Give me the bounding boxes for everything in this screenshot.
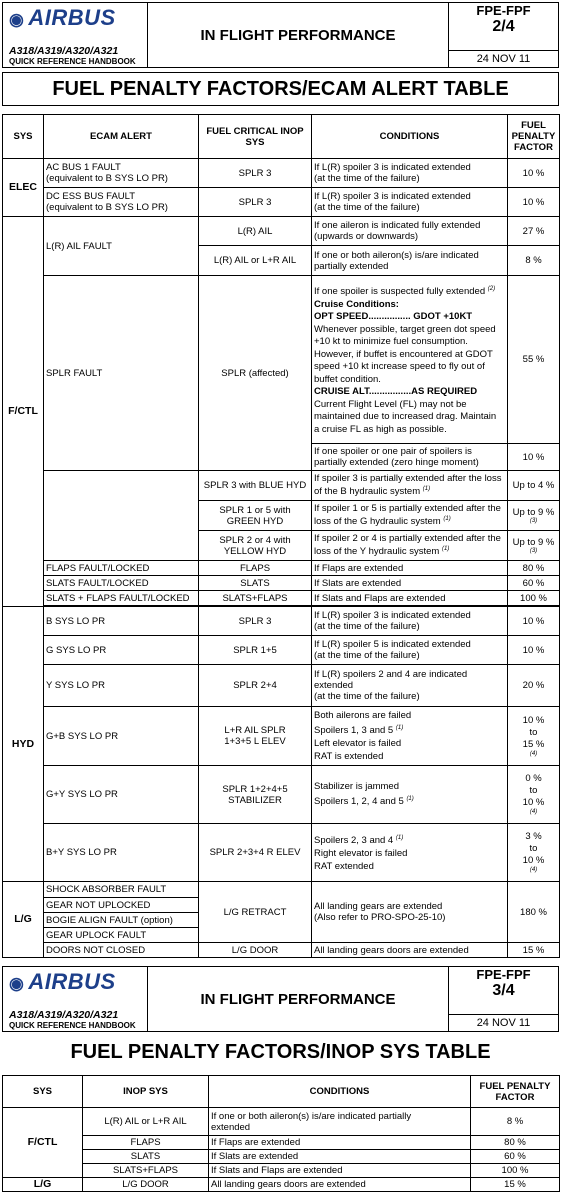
factor-cell: 8 % <box>508 246 560 276</box>
table-row <box>3 636 560 665</box>
page-number: 3/4 <box>492 982 515 999</box>
alert-cell: FLAPS FAULT/LOCKED <box>44 561 199 576</box>
condition-cell: If Flaps are extended <box>312 561 508 576</box>
col-sys: SYS <box>3 1076 83 1108</box>
inop-cell: L+R AIL SPLR 1+3+5 L ELEV <box>199 707 312 766</box>
airbus-logo-block <box>3 967 148 1031</box>
aircraft-models: A318/A319/A320/A321 <box>9 45 119 57</box>
inop-cell: SPLR 3 <box>199 607 312 636</box>
page-code-block <box>448 3 558 67</box>
inop-cell: SLATS+FLAPS <box>83 1164 209 1178</box>
inop-cell: L/G DOOR <box>199 943 312 958</box>
alert-cell: B SYS LO PR <box>44 607 199 636</box>
airbus-logo-block <box>3 3 148 67</box>
condition-cell: If spoiler 3 is partially extended after the loss of the B hydraulic system $^{(1)}$ <box>312 471 508 501</box>
table-row <box>3 471 560 501</box>
page-header-1 <box>2 2 559 68</box>
table-row <box>3 1150 560 1164</box>
table-row <box>3 824 560 882</box>
inop-cell: FLAPS <box>199 561 312 576</box>
aircraft-models: A318/A319/A320/A321 <box>9 1009 119 1021</box>
factor-cell: 55 % <box>508 276 560 444</box>
inop-cell: SPLR 2 or 4 with YELLOW HYD <box>199 531 312 561</box>
col-conditions: CONDITIONS <box>312 115 508 159</box>
table-row <box>3 159 560 188</box>
alert-cell <box>44 471 199 561</box>
condition-cell: If L(R) spoiler 3 is indicated extended (at the time of the failure) <box>312 188 508 217</box>
condition-cell: If Flaps are extended <box>209 1136 471 1150</box>
alert-cell: GEAR NOT UPLOCKED <box>44 898 199 913</box>
inop-cell: SLATS+FLAPS <box>199 591 312 606</box>
condition-cell: If one spoiler or one pair of spoilers is partially extended (zero hinge moment) <box>312 444 508 471</box>
table-row <box>3 591 560 606</box>
alert-cell: DC ESS BUS FAULT (equivalent to B SYS LO PR) <box>44 188 199 217</box>
alert-cell: DOORS NOT CLOSED <box>44 943 199 958</box>
condition-cell: If Slats are extended <box>312 576 508 591</box>
sys-cell: L/G <box>3 882 44 958</box>
condition-cell: If L(R) spoiler 5 is indicated extended (at the time of the failure) <box>312 636 508 665</box>
inop-cell: SPLR 3 with BLUE HYD <box>199 471 312 501</box>
inop-cell: L(R) AIL <box>199 217 312 246</box>
alert-cell: SLATS FAULT/LOCKED <box>44 576 199 591</box>
table-row <box>3 1108 560 1136</box>
sys-cell: F/CTL <box>3 1108 83 1178</box>
factor-cell: 180 % <box>508 882 560 943</box>
table-row <box>3 561 560 576</box>
factor-cell: 100 % <box>471 1164 560 1178</box>
factor-cell: 27 % <box>508 217 560 246</box>
page-code-block <box>448 967 558 1031</box>
section-title: IN FLIGHT PERFORMANCE <box>200 990 396 1008</box>
col-ecam-alert: ECAM ALERT <box>44 115 199 159</box>
doc-code: FPE-FPF <box>476 3 531 18</box>
condition-cell: All landing gears are extended (Also refer to PRO-SPO-25-10) <box>312 882 508 943</box>
brand-name: AIRBUS <box>28 969 116 994</box>
table-row <box>3 665 560 707</box>
factor-cell: 10 % <box>508 607 560 636</box>
condition-cell: If Slats are extended <box>209 1150 471 1164</box>
factor-cell: 10 % <box>508 444 560 471</box>
inop-sys-table <box>2 1075 560 1192</box>
table-row <box>3 1178 560 1192</box>
factor-cell: 80 % <box>471 1136 560 1150</box>
table-row <box>3 707 560 766</box>
inop-cell: SLATS <box>83 1150 209 1164</box>
table-row <box>3 188 560 217</box>
handbook-name: QUICK REFERENCE HANDBOOK <box>9 1021 136 1030</box>
alert-cell: B+Y SYS LO PR <box>44 824 199 882</box>
inop-cell: SPLR (affected) <box>199 276 312 471</box>
inop-cell: SPLR 3 <box>199 159 312 188</box>
table-row <box>3 882 560 898</box>
condition-cell: If one aileron is indicated fully extended (upwards or downwards) <box>312 217 508 246</box>
condition-cell: If L(R) spoilers 2 and 4 are indicated extended (at the time of the failure) <box>312 665 508 707</box>
factor-cell: 60 % <box>471 1150 560 1164</box>
alert-cell: SPLR FAULT <box>44 276 199 471</box>
condition-cell: If one spoiler is suspected fully extended $^{(2)}$ Cruise Conditions: OPT SPEED................ GDOT +10KT Whenever possible, target green dot speed +10 kt to minimize fuel consumption. However, if buffet is encountered at GDOT speed +10 kt increase speed to fly out of buffet condition. CRUISE ALT................AS REQUIRED Current Flight Level (FL) may not be maintained due to increased drag. Maintain a cruise FL as high as possible. <box>312 276 508 444</box>
ecam-alert-table <box>2 114 560 958</box>
condition-cell: If one or both aileron(s) is/are indicated partially extended <box>312 246 508 276</box>
condition-cell: If L(R) spoiler 3 is indicated extended (at the time of the failure) <box>312 159 508 188</box>
condition-cell: All landing gears doors are extended <box>312 943 508 958</box>
condition-cell: Stabilizer is jammed Spoilers 1, 2, 4 and 5 $^{(1)}$ <box>312 766 508 824</box>
factor-cell: 10 % <box>508 636 560 665</box>
alert-cell: SLATS + FLAPS FAULT/LOCKED <box>44 591 199 606</box>
col-conditions: CONDITIONS <box>209 1076 471 1108</box>
inop-cell: SPLR 2+3+4 R ELEV <box>199 824 312 882</box>
table-row <box>3 217 560 246</box>
factor-cell: 15 % <box>508 943 560 958</box>
factor-cell: 20 % <box>508 665 560 707</box>
inop-cell: SPLR 1 or 5 with GREEN HYD <box>199 501 312 531</box>
factor-cell: 80 % <box>508 561 560 576</box>
col-fuel-penalty: FUEL PENALTY FACTOR <box>471 1076 560 1108</box>
inop-cell: L/G RETRACT <box>199 882 312 943</box>
factor-cell: 3 % to 10 % (4) <box>508 824 560 882</box>
factor-cell: 8 % <box>471 1108 560 1136</box>
inop-cell: L/G DOOR <box>83 1178 209 1192</box>
condition-cell: If spoiler 1 or 5 is partially extended after the loss of the G hydraulic system $^{(1)}$ <box>312 501 508 531</box>
airbus-logo-icon: ◉ <box>9 10 25 29</box>
inop-cell: SPLR 1+5 <box>199 636 312 665</box>
factor-cell: Up to 9 % (3) <box>508 531 560 561</box>
factor-cell: 15 % <box>471 1178 560 1192</box>
table-row <box>3 576 560 591</box>
table-row <box>3 607 560 636</box>
alert-cell: AC BUS 1 FAULT (equivalent to B SYS LO PR) <box>44 159 199 188</box>
inop-cell: L(R) AIL or L+R AIL <box>83 1108 209 1136</box>
factor-cell: 10 % <box>508 159 560 188</box>
page-header-2 <box>2 966 559 1032</box>
table-row <box>3 943 560 958</box>
col-fuel-penalty: FUEL PENALTY FACTOR <box>508 115 560 159</box>
condition-cell: If Slats and Flaps are extended <box>209 1164 471 1178</box>
condition-cell: If one or both aileron(s) is/are indicated partially extended <box>209 1108 471 1136</box>
condition-cell: Spoilers 2, 3 and 4 $^{(1)}$ Right elevator is failed RAT extended <box>312 824 508 882</box>
alert-cell: L(R) AIL FAULT <box>44 217 199 276</box>
sys-cell: HYD <box>3 607 44 882</box>
factor-cell: Up to 4 % <box>508 471 560 501</box>
sys-cell: L/G <box>3 1178 83 1192</box>
factor-cell: 100 % <box>508 591 560 606</box>
alert-cell: Y SYS LO PR <box>44 665 199 707</box>
factor-cell: 60 % <box>508 576 560 591</box>
inop-cell: L(R) AIL or L+R AIL <box>199 246 312 276</box>
condition-cell: If spoiler 2 or 4 is partially extended after the loss of the Y hydraulic system $^{(1)}$ <box>312 531 508 561</box>
table-row <box>3 1136 560 1150</box>
table-title-2: FUEL PENALTY FACTORS/INOP SYS TABLE <box>70 1041 491 1063</box>
brand-name: AIRBUS <box>28 5 116 30</box>
page-number: 2/4 <box>492 18 515 35</box>
col-inop-sys: INOP SYS <box>83 1076 209 1108</box>
doc-code: FPE-FPF <box>476 967 531 982</box>
condition-cell: Both ailerons are failed Spoilers 1, 3 and 5 $^{(1)}$ Left elevator is failed RAT is extended <box>312 707 508 766</box>
alert-cell: BOGIE ALIGN FAULT (option) <box>44 913 199 928</box>
section-title: IN FLIGHT PERFORMANCE <box>200 26 396 44</box>
alert-cell: GEAR UPLOCK FAULT <box>44 928 199 943</box>
alert-cell: G SYS LO PR <box>44 636 199 665</box>
table-row <box>3 1164 560 1178</box>
col-sys: SYS <box>3 115 44 159</box>
sys-cell: ELEC <box>3 159 44 217</box>
revision-date: 24 NOV 11 <box>449 50 558 67</box>
inop-cell: SLATS <box>199 576 312 591</box>
inop-cell: SPLR 3 <box>199 188 312 217</box>
factor-cell: 0 % to 10 % (4) <box>508 766 560 824</box>
table-row <box>3 276 560 444</box>
alert-cell: SHOCK ABSORBER FAULT <box>44 882 199 898</box>
sys-cell: F/CTL <box>3 217 44 607</box>
table-header-row <box>3 115 560 159</box>
table-title-1: FUEL PENALTY FACTORS/ECAM ALERT TABLE <box>2 72 559 106</box>
factor-cell: 10 % to 15 % (4) <box>508 707 560 766</box>
revision-date: 24 NOV 11 <box>449 1014 558 1031</box>
condition-cell: All landing gears doors are extended <box>209 1178 471 1192</box>
condition-cell: If Slats and Flaps are extended <box>312 591 508 606</box>
inop-cell: SPLR 2+4 <box>199 665 312 707</box>
col-inop-sys: FUEL CRITICAL INOP SYS <box>199 115 312 159</box>
factor-cell: Up to 9 % (3) <box>508 501 560 531</box>
factor-cell: 10 % <box>508 188 560 217</box>
alert-cell: G+B SYS LO PR <box>44 707 199 766</box>
handbook-name: QUICK REFERENCE HANDBOOK <box>9 57 136 66</box>
table-header-row <box>3 1076 560 1108</box>
condition-cell: If L(R) spoiler 3 is indicated extended (at the time of the failure) <box>312 607 508 636</box>
alert-cell: G+Y SYS LO PR <box>44 766 199 824</box>
inop-cell: FLAPS <box>83 1136 209 1150</box>
inop-cell: SPLR 1+2+4+5 STABILIZER <box>199 766 312 824</box>
table-row <box>3 766 560 824</box>
airbus-logo-icon: ◉ <box>9 974 25 993</box>
